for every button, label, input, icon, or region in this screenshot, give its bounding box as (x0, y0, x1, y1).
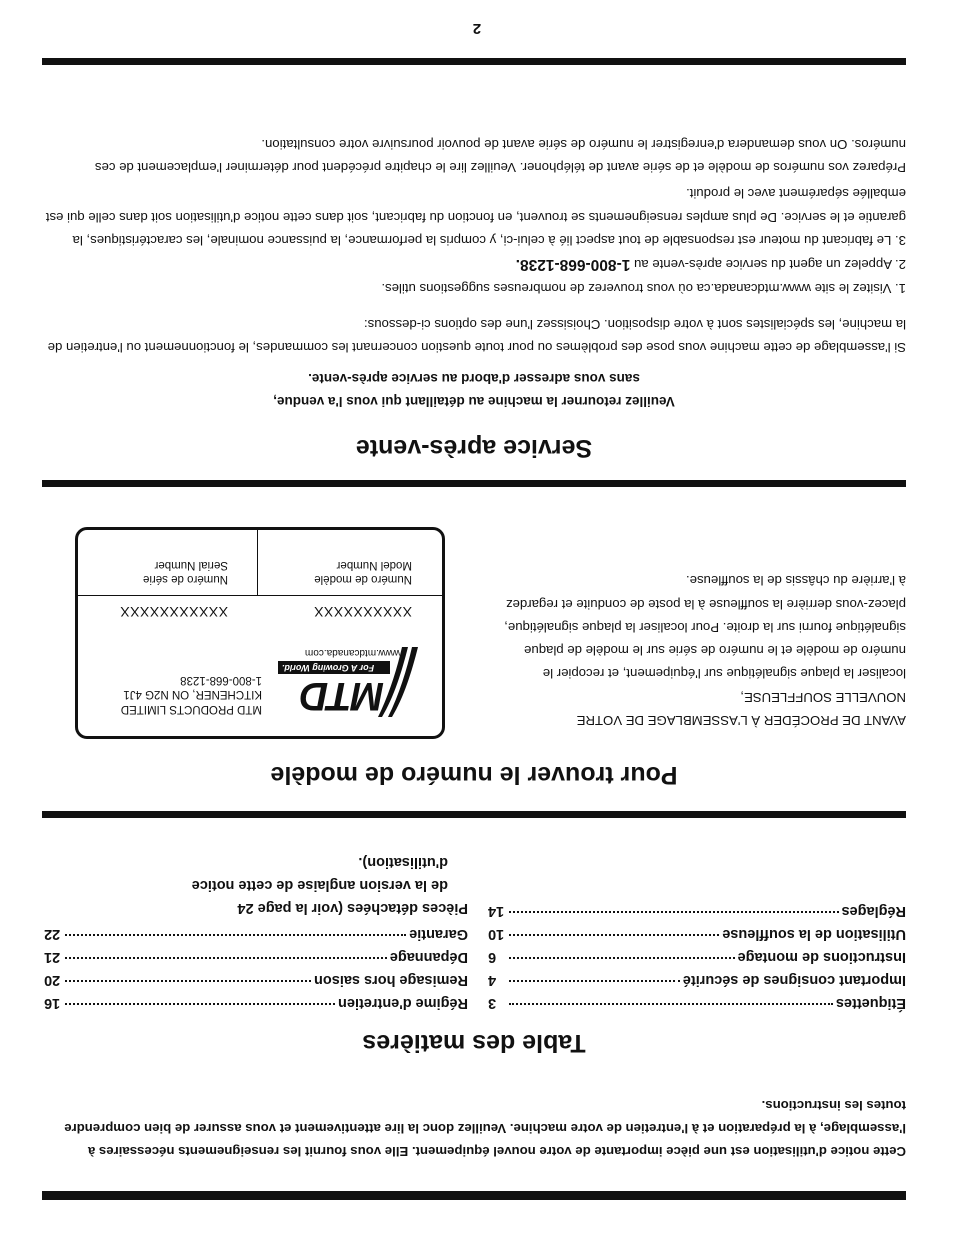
service-option-1: 1. Visitez le site www.mtdcanada.ca où vous trouverez de nombreuses suggestions utiles. (381, 281, 906, 296)
toc-item[interactable]: Remisage hors saison 20 (44, 972, 468, 988)
service-phone: 1-800-668-1238. (515, 256, 631, 273)
bottom-rule (42, 58, 906, 65)
toc-item[interactable]: Garantie 22 (44, 926, 468, 942)
page-number: 2 (472, 20, 482, 37)
model-bottom-rule (42, 480, 906, 487)
mtd-tagline: For A Growing World. (281, 663, 375, 673)
model-number-caption: Numéro de modèle Model Number (314, 559, 412, 585)
service-subtitle: Veuillez retourner la machine au détaillant qui vous l'a vendue, sans vous adresser d'abord au service après-vente. (273, 371, 675, 409)
mtd-address-block: MTD PRODUCTS LIMITED KITCHENER, ON N2G 4J1 1-800-668-1238 (120, 674, 262, 715)
model-section-title: Pour trouver le numéro de modèle (270, 761, 678, 789)
toc-bottom-rule (42, 811, 906, 818)
toc-left-column (488, 896, 906, 1011)
label-divider (78, 595, 442, 596)
toc-item[interactable]: Dépannage 21 (44, 949, 468, 965)
toc-title: Table des matières (362, 1029, 586, 1057)
toc-note: Pièces détachées (voir la page 24 de la version anglaise de cette notice d'utilisation). (191, 854, 468, 916)
serial-number-placeholder: XXXXXXXXXXX (119, 604, 228, 620)
service-closing: Préparez vos numéros de modèle et de série avant de téléphoner. Veuillez lire le chapitre précédent pour déterminer l'emplacement de ces numéros. On vous demandera d'enregistrer le numéro de série avant de pouvoir poursuivre votre consultation. (94, 136, 906, 175)
mtd-brand: MTD (300, 674, 384, 718)
serial-number-caption: Numéro de série Serial Number (142, 559, 228, 585)
top-rule (42, 1191, 906, 1200)
label-divider-vertical (257, 530, 258, 596)
mtd-website: www.mtdcanada.com (304, 647, 400, 658)
toc-item[interactable]: Étiquettes 3 (488, 995, 906, 1011)
toc-right-column (44, 850, 468, 1011)
toc-item[interactable]: Utilisation de la souffleuse 10 (488, 926, 906, 942)
toc-item[interactable]: Important consignes de sécurité 4 (488, 972, 906, 988)
service-intro: Si l'assemblage de cette machine vous pose des problèmes ou pour toute question concernant les commandes, le fonctionnement ou l'entretien de la machine, les spécialistes sont à votre disposition. Choisissez l'une des options ci-dessous: (47, 316, 906, 355)
model-number-placeholder: XXXXXXXXXX (313, 604, 412, 620)
service-section-title: Service après-vente (355, 434, 593, 462)
model-serial-label-template (75, 527, 445, 739)
toc-item[interactable]: Régime d'entretien 16 (44, 995, 468, 1011)
intro-paragraph: Cette notice d'utilisation est une pièce importante de votre nouvel équipement. Elle vous fournit les renseignements nécessaires à l'assemblage, à la préparation et à l'entretien de votre machine. Veuillez donc la lire attentivement et vous assurer de bien comprendre toutes les instructions. (64, 1098, 906, 1159)
toc-item[interactable]: Réglages 14 (488, 903, 906, 919)
service-option-2: 2. Appelez un agent du service après-vente au 1-800-668-1238. (515, 256, 906, 273)
model-instructions: AVANT DE PROCÉDER À L'ASSEMBLAGE DE VOTRE NOUVELLE SOUFFLEUSE, localiser la plaque signalétique sur l'équipement, et recopier le numéro de modèle et le numéro de série sur le modèle de plaque signalétique fourni sur la droite. Pour localiser la plaque signalétique, placez-vous derrière la souffleuse à la poste de conduite et regardez à l'arrière du châssis de la souffleuse. (504, 573, 906, 728)
toc-item[interactable]: Instructions de montage 6 (488, 949, 906, 965)
service-option-3: 3. Le fabricant du moteur est responsable de tout aspect lié à celui-ci, y compris la performance, la puissance nominale, les caractéristiques, la garantie et le service. De plus amples renseignements se trouvent, en fonction du fabricant, soit dans cette notice d'utilisation soit dans celle qui est emballée séparément avec le produit. (45, 186, 906, 248)
